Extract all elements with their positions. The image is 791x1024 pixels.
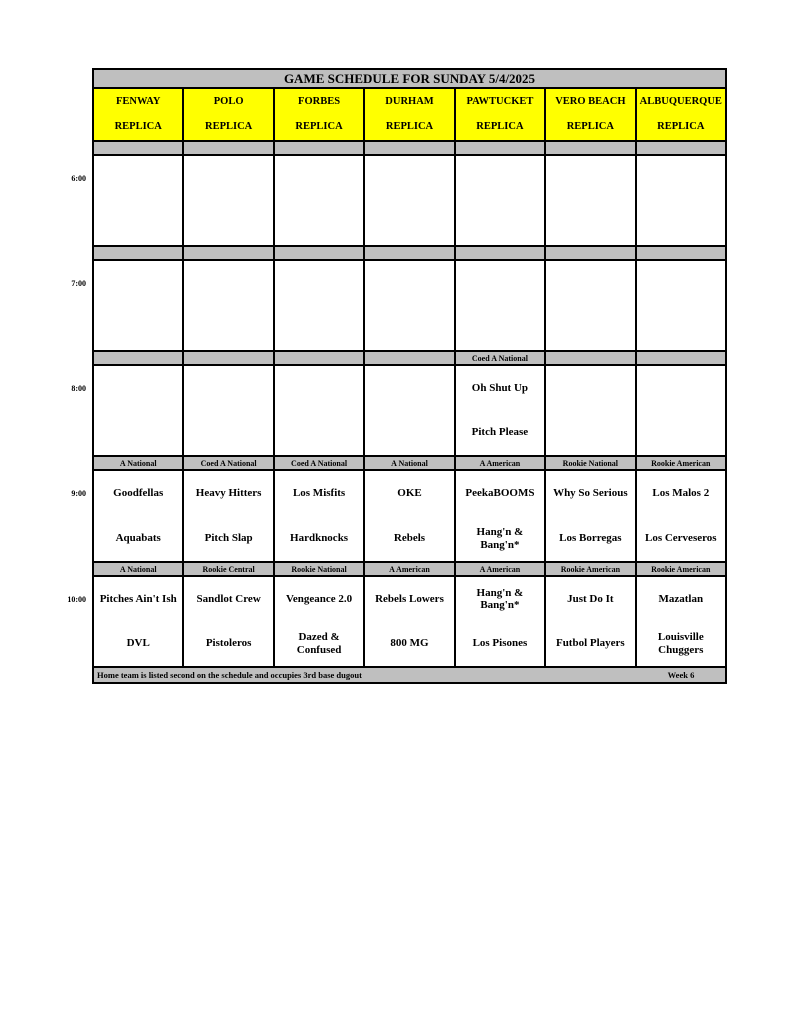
game-cell xyxy=(365,366,453,455)
away-team xyxy=(637,261,725,306)
home-team xyxy=(456,201,544,246)
away-team: Sandlot Crew xyxy=(196,592,261,605)
game-cell xyxy=(184,577,272,666)
division-label xyxy=(637,352,725,364)
game-cell xyxy=(637,577,725,666)
away-team xyxy=(365,261,453,306)
game-cell xyxy=(546,471,634,561)
division-label xyxy=(94,247,182,259)
game-cell xyxy=(275,577,363,666)
division-label xyxy=(637,142,725,154)
division-label xyxy=(456,142,544,154)
away-team: Goodfellas xyxy=(113,487,164,500)
division-label xyxy=(275,142,363,154)
field-header-4 xyxy=(456,89,544,140)
game-cell xyxy=(546,156,634,245)
away-team: Why So Serious xyxy=(553,487,628,500)
away-team xyxy=(275,366,363,411)
away-team xyxy=(275,156,363,201)
home-team xyxy=(546,201,634,246)
division-label: Rookie American xyxy=(546,563,634,575)
field-header-1 xyxy=(184,89,272,140)
home-team: Aquabats xyxy=(115,532,161,545)
game-cell xyxy=(637,471,725,561)
division-label xyxy=(365,142,453,154)
game-cell xyxy=(546,577,634,666)
game-cell xyxy=(365,156,453,245)
division-label xyxy=(546,247,634,259)
division-label: Rookie American xyxy=(637,563,725,575)
home-team: Pitch Please xyxy=(471,426,529,439)
game-cell xyxy=(456,261,544,350)
division-label: Rookie Central xyxy=(184,563,272,575)
division-label: Coed A National xyxy=(456,352,544,364)
field-name: VERO BEACH xyxy=(555,95,626,107)
home-team: Dazed & Confused xyxy=(296,631,342,656)
away-team xyxy=(456,156,544,201)
home-team: Futbol Players xyxy=(555,637,625,650)
game-cell xyxy=(184,471,272,561)
field-header-2 xyxy=(275,89,363,140)
division-label: Rookie National xyxy=(546,457,634,469)
field-name: POLO xyxy=(213,95,244,107)
field-replica-label: REPLICA xyxy=(385,121,434,133)
time-label: 6:00 xyxy=(71,174,86,183)
away-team: OKE xyxy=(397,487,422,500)
field-replica-label: REPLICA xyxy=(566,121,614,133)
field-header-0 xyxy=(94,89,182,140)
game-cell xyxy=(94,156,182,245)
time-label: 7:00 xyxy=(71,279,86,288)
home-team: Los Borregas xyxy=(559,532,622,545)
division-label xyxy=(365,247,453,259)
home-team xyxy=(184,411,272,456)
schedule-table xyxy=(92,68,727,684)
division-label xyxy=(546,142,634,154)
division-label: A American xyxy=(456,457,544,469)
away-team: Heavy Hitters xyxy=(195,487,262,500)
division-label: Rookie American xyxy=(637,457,725,469)
division-label: Rookie National xyxy=(275,563,363,575)
away-team xyxy=(94,156,182,201)
game-cell xyxy=(275,366,363,455)
division-label xyxy=(94,142,182,154)
division-label xyxy=(275,247,363,259)
field-name: PAWTUCKET xyxy=(466,95,534,107)
home-team xyxy=(365,201,453,246)
game-cell xyxy=(184,366,272,455)
division-label xyxy=(94,352,182,364)
game-cell xyxy=(94,471,182,561)
division-label xyxy=(184,142,272,154)
time-label: 8:00 xyxy=(71,384,86,393)
home-team: Hang'n & Bang'n* xyxy=(476,525,524,551)
field-replica-label: REPLICA xyxy=(205,121,253,133)
division-label: Coed A National xyxy=(184,457,272,469)
away-team: Oh Shut Up xyxy=(471,381,529,394)
game-cell xyxy=(275,471,363,561)
away-team: Los Malos 2 xyxy=(652,487,710,500)
home-team xyxy=(94,306,182,351)
field-name: FORBES xyxy=(298,95,341,107)
field-replica-label: REPLICA xyxy=(476,121,524,133)
home-team xyxy=(637,411,725,456)
away-team xyxy=(184,366,272,411)
away-team xyxy=(546,156,634,201)
division-label: A National xyxy=(365,457,453,469)
away-team xyxy=(275,261,363,306)
away-team xyxy=(365,156,453,201)
home-team: 800 MG xyxy=(390,637,429,650)
home-team-note: Home team is listed second on the schedule and occupies 3rd base dugout xyxy=(97,670,362,680)
division-label: A National xyxy=(94,563,182,575)
division-label: A National xyxy=(94,457,182,469)
division-label: A American xyxy=(456,563,544,575)
game-cell xyxy=(184,261,272,350)
game-cell xyxy=(637,261,725,350)
home-team xyxy=(637,306,725,351)
home-team: Pitch Slap xyxy=(204,532,253,545)
away-team xyxy=(94,261,182,306)
field-name: ALBUQUERQUE xyxy=(639,95,722,107)
game-cell xyxy=(94,366,182,455)
away-team: Vengeance 2.0 xyxy=(285,592,353,605)
time-label: 9:00 xyxy=(71,489,86,498)
game-cell xyxy=(456,156,544,245)
home-team xyxy=(94,411,182,456)
schedule-title: GAME SCHEDULE FOR SUNDAY 5/4/2025 xyxy=(94,70,725,87)
away-team: Hang'n & Bang'n* xyxy=(476,586,524,612)
field-name: FENWAY xyxy=(115,95,161,107)
game-cell xyxy=(546,261,634,350)
field-header-5 xyxy=(546,89,634,140)
week-label: Week 6 xyxy=(667,670,695,680)
field-replica-label: REPLICA xyxy=(114,121,162,133)
division-label xyxy=(184,247,272,259)
home-team xyxy=(637,201,725,246)
game-cell xyxy=(365,577,453,666)
away-team xyxy=(546,261,634,306)
game-cell xyxy=(456,471,544,561)
game-cell xyxy=(637,366,725,455)
home-team xyxy=(94,201,182,246)
home-team: DVL xyxy=(126,637,150,650)
game-cell xyxy=(365,471,453,561)
away-team xyxy=(637,156,725,201)
away-team: Rebels Lowers xyxy=(375,592,444,605)
field-replica-label: REPLICA xyxy=(657,121,705,133)
field-name: DURHAM xyxy=(385,95,434,107)
home-team: Pistoleros xyxy=(205,637,252,650)
home-team xyxy=(184,201,272,246)
game-cell xyxy=(275,156,363,245)
away-team xyxy=(456,261,544,306)
division-label xyxy=(275,352,363,364)
division-label xyxy=(546,352,634,364)
home-team xyxy=(456,306,544,351)
game-cell xyxy=(365,261,453,350)
away-team xyxy=(184,156,272,201)
division-label xyxy=(637,247,725,259)
game-cell xyxy=(94,577,182,666)
home-team: Hardknocks xyxy=(290,532,349,545)
game-cell xyxy=(637,156,725,245)
home-team: Louisville Chuggers xyxy=(657,631,704,656)
away-team: Just Do It xyxy=(567,592,614,605)
home-team xyxy=(275,306,363,351)
away-team: PeekaBOOMS xyxy=(465,487,535,500)
home-team xyxy=(365,411,453,456)
game-cell xyxy=(94,261,182,350)
away-team xyxy=(184,261,272,306)
away-team xyxy=(365,366,453,411)
division-label xyxy=(456,247,544,259)
home-team xyxy=(184,306,272,351)
home-team: Los Cerveseros xyxy=(644,532,717,545)
away-team: Mazatlan xyxy=(658,592,704,605)
home-team xyxy=(275,201,363,246)
away-team xyxy=(94,366,182,411)
division-label xyxy=(365,352,453,364)
game-cell xyxy=(184,156,272,245)
division-label xyxy=(184,352,272,364)
game-cell xyxy=(275,261,363,350)
game-cell xyxy=(456,577,544,666)
field-replica-label: REPLICA xyxy=(295,121,343,133)
home-team xyxy=(275,411,363,456)
field-header-3 xyxy=(365,89,453,140)
away-team: Pitches Ain't Ish xyxy=(99,592,177,605)
home-team xyxy=(365,306,453,351)
home-team: Rebels xyxy=(393,532,426,545)
away-team xyxy=(637,366,725,411)
time-label: 10:00 xyxy=(67,595,86,604)
home-team xyxy=(546,411,634,456)
game-cell xyxy=(546,366,634,455)
field-header-6 xyxy=(637,89,725,140)
home-team: Los Pisones xyxy=(472,637,528,650)
away-team: Los Misfits xyxy=(292,487,346,500)
home-team xyxy=(546,306,634,351)
away-team xyxy=(546,366,634,411)
division-label: A American xyxy=(365,563,453,575)
division-label: Coed A National xyxy=(275,457,363,469)
footer-row xyxy=(94,668,725,682)
game-cell xyxy=(456,366,544,455)
